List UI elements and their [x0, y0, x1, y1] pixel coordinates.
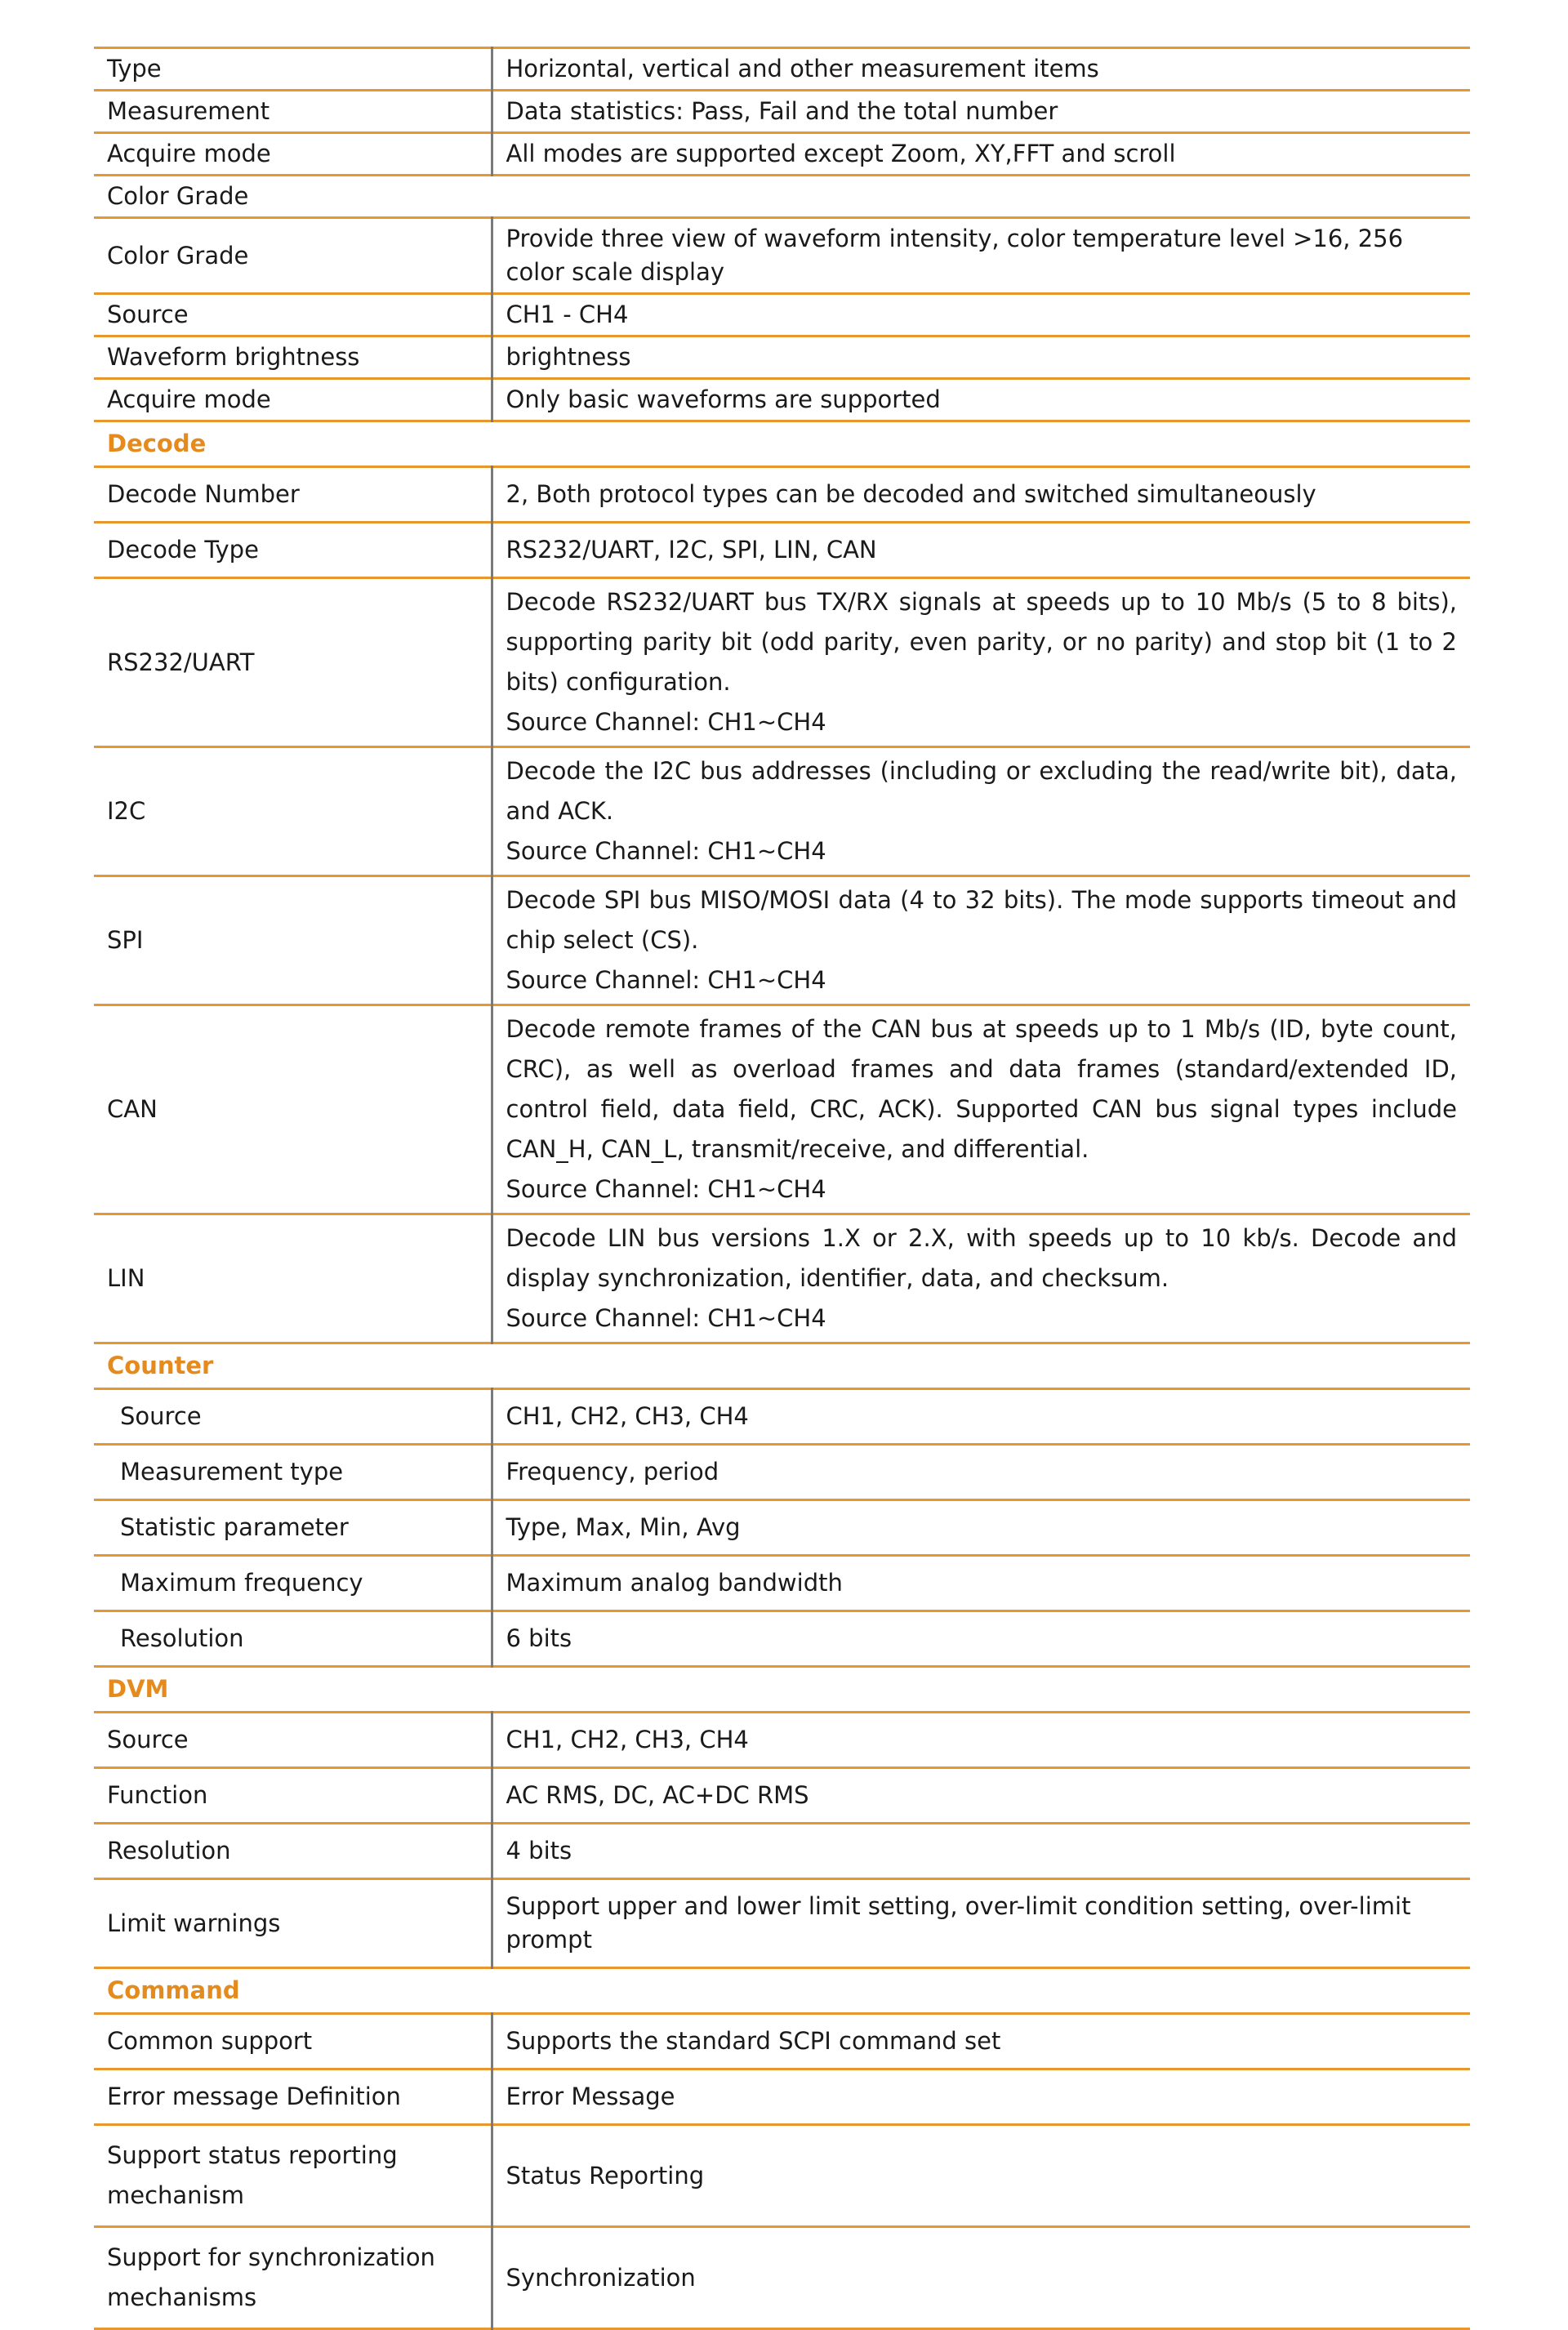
table-row: [94, 218, 1470, 294]
spec-table: [94, 47, 1470, 2330]
row-value: 4 bits: [506, 1837, 572, 1864]
table-row: [94, 133, 1470, 176]
row-value: Provide three view of waveform intensity, color temperature level >16, 256 color scale display: [506, 225, 1404, 286]
row-value: RS232/UART, I2C, SPI, LIN, CAN: [506, 536, 877, 564]
table-row: [94, 1500, 1470, 1556]
row-label: Resolution: [94, 1824, 492, 1879]
section-title: Decode: [107, 430, 207, 457]
row-label: I2C: [94, 747, 492, 876]
section-header-counter: [94, 1343, 1470, 1389]
row-label: Support status reporting mechanism: [94, 2125, 492, 2227]
table-row: [94, 1768, 1470, 1824]
section-title: DVM: [107, 1675, 169, 1703]
section-header-command: [94, 1968, 1470, 2014]
row-value: CH1, CH2, CH3, CH4: [506, 1726, 749, 1753]
source-channel: Source Channel: CH1~CH4: [506, 837, 826, 865]
row-label: Type: [94, 48, 492, 91]
row-value: Synchronization: [506, 2263, 696, 2292]
row-value: brightness: [506, 343, 631, 371]
row-value: 2, Both protocol types can be decoded and switched simultaneously: [506, 480, 1316, 508]
row-value: Error Message: [506, 2083, 675, 2110]
row-value: Only basic waveforms are supported: [506, 385, 941, 413]
row-value: [492, 578, 1470, 747]
row-description: Decode LIN bus versions 1.X or 2.X, with speeds up to 10 kb/s. Decode and display synchronization, identifier, data, and checksum.: [506, 1224, 1457, 1292]
table-row: [94, 379, 1470, 421]
table-row: [94, 2014, 1470, 2069]
row-label: Acquire mode: [94, 379, 492, 421]
row-value: [492, 1005, 1470, 1214]
table-row: [94, 1389, 1470, 1445]
table-row: [94, 48, 1470, 91]
row-label: Support for synchronization mechanisms: [94, 2227, 492, 2329]
section-title: Counter: [107, 1352, 214, 1379]
row-value: [492, 1214, 1470, 1343]
row-value: Maximum analog bandwidth: [506, 1569, 843, 1597]
source-channel: Source Channel: CH1~CH4: [506, 1175, 826, 1203]
row-description: Decode SPI bus MISO/MOSI data (4 to 32 bits). The mode supports timeout and chip select (CS).: [506, 886, 1457, 954]
row-value: All modes are supported except Zoom, XY,FFT and scroll: [506, 140, 1176, 167]
row-label: Decode Number: [94, 467, 492, 523]
row-label: Common support: [94, 2014, 492, 2069]
table-row: [94, 467, 1470, 523]
table-row: [94, 336, 1470, 379]
row-label: Source: [94, 1713, 492, 1768]
row-value: 6 bits: [506, 1624, 572, 1652]
row-label: Color Grade: [107, 182, 249, 210]
row-value: Data statistics: Pass, Fail and the total number: [506, 97, 1058, 125]
row-label: Resolution: [94, 1611, 492, 1667]
row-label: LIN: [94, 1214, 492, 1343]
row-value: CH1, CH2, CH3, CH4: [506, 1402, 749, 1430]
table-row: [94, 1713, 1470, 1768]
section-header-decode: [94, 421, 1470, 467]
table-row: [94, 2069, 1470, 2125]
table-row: [94, 1214, 1470, 1343]
row-label: Maximum frequency: [94, 1556, 492, 1611]
table-row: [94, 2125, 1470, 2227]
row-value: Type, Max, Min, Avg: [506, 1513, 741, 1541]
table-row: [94, 1824, 1470, 1879]
row-label: Source: [94, 294, 492, 336]
table-row: [94, 578, 1470, 747]
row-description: Decode RS232/UART bus TX/RX signals at speeds up to 10 Mb/s (5 to 8 bits), supporting parity bit (odd parity, even parity, or no parity) and stop bit (1 to 2 bits) configuration.: [506, 588, 1457, 696]
table-row: [94, 176, 1470, 218]
row-label: Error message Definition: [94, 2069, 492, 2125]
row-label: Color Grade: [94, 218, 492, 294]
table-row: [94, 2227, 1470, 2329]
table-row: [94, 747, 1470, 876]
row-label: Limit warnings: [94, 1879, 492, 1968]
row-value: [492, 747, 1470, 876]
row-value: AC RMS, DC, AC+DC RMS: [506, 1781, 809, 1809]
row-value: CH1 - CH4: [506, 301, 629, 328]
row-value: Frequency, period: [506, 1458, 719, 1486]
row-label: Acquire mode: [94, 133, 492, 176]
table-row: [94, 1879, 1470, 1968]
row-label: SPI: [94, 876, 492, 1005]
table-row: [94, 523, 1470, 578]
row-value: Supports the standard SCPI command set: [506, 2027, 1001, 2055]
row-label: Statistic parameter: [94, 1500, 492, 1556]
section-header-dvm: [94, 1667, 1470, 1713]
table-row: [94, 876, 1470, 1005]
table-row: [94, 1005, 1470, 1214]
row-label: CAN: [94, 1005, 492, 1214]
row-description: Decode the I2C bus addresses (including or excluding the read/write bit), data, and ACK.: [506, 757, 1457, 825]
table-row: [94, 1611, 1470, 1667]
row-label: Measurement type: [94, 1445, 492, 1500]
row-value: Horizontal, vertical and other measurement items: [506, 55, 1099, 82]
source-channel: Source Channel: CH1~CH4: [506, 966, 826, 994]
source-channel: Source Channel: CH1~CH4: [506, 708, 826, 736]
row-label: RS232/UART: [94, 578, 492, 747]
row-label: Source: [94, 1389, 492, 1445]
row-label: Function: [94, 1768, 492, 1824]
table-row: [94, 1445, 1470, 1500]
row-label: Measurement: [94, 91, 492, 133]
table-row: [94, 294, 1470, 336]
row-value: [492, 876, 1470, 1005]
row-label: Decode Type: [94, 523, 492, 578]
row-description: Decode remote frames of the CAN bus at speeds up to 1 Mb/s (ID, byte count, CRC), as well as overload frames and data frames (standard/extended ID, control field, data field, CRC, ACK). Supported CAN bus signal types include CAN_H, CAN_L, transmit/receive, and differential.: [506, 1015, 1457, 1163]
table-row: [94, 91, 1470, 133]
source-channel: Source Channel: CH1~CH4: [506, 1304, 826, 1332]
row-label: Waveform brightness: [94, 336, 492, 379]
section-title: Command: [107, 1976, 240, 2004]
table-row: [94, 1556, 1470, 1611]
row-value: Status Reporting: [506, 2161, 705, 2190]
row-value: Support upper and lower limit setting, over-limit condition setting, over-limit prompt: [506, 1892, 1411, 1954]
